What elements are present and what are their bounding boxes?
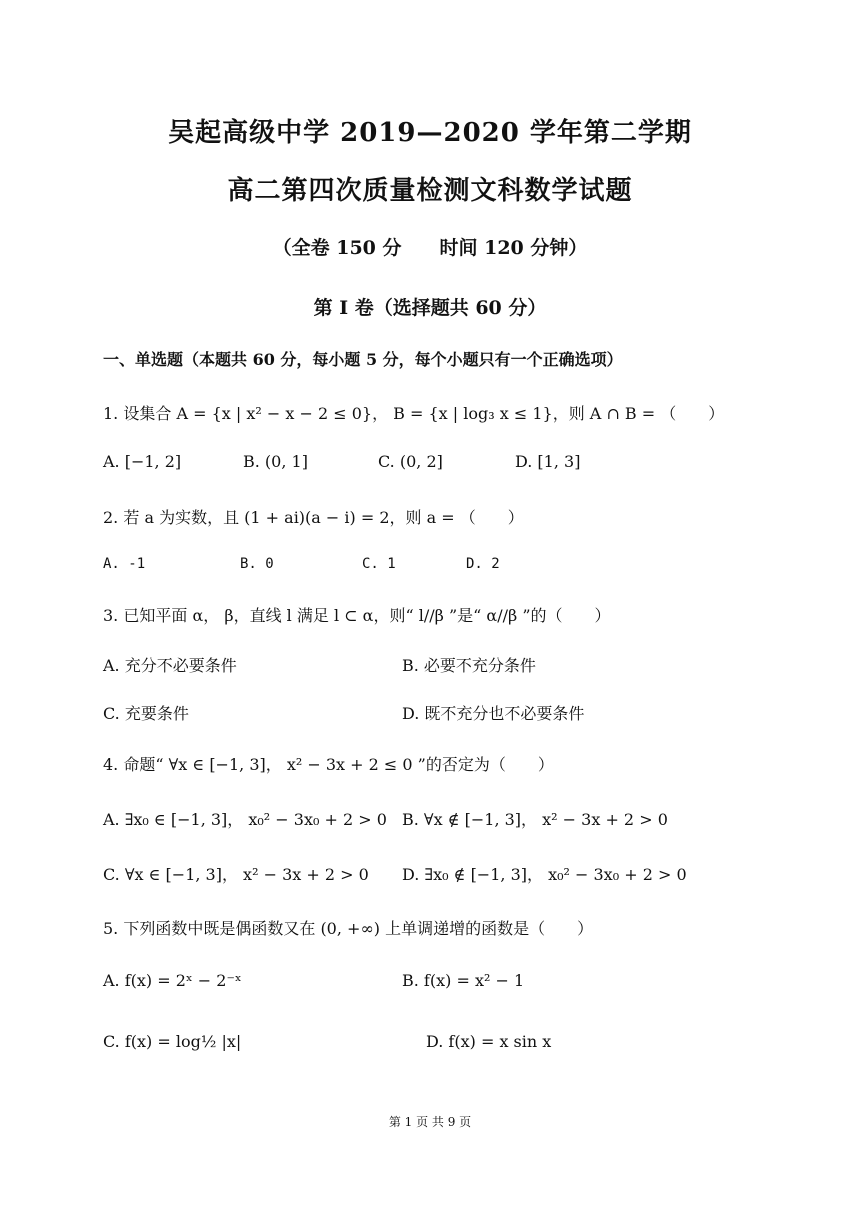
question-2-option-c: C. 1 [362,556,396,572]
question-3-option-a: A. 充分不必要条件 [103,656,237,675]
exam-info: （全卷 150 分 时间 120 分钟） [272,237,588,259]
question-3-option-c: C. 充要条件 [103,704,189,723]
exam-title-line-2: 高二第四次质量检测文科数学试题 [227,176,633,206]
question-5-option-a: A. f(x) = 2ˣ − 2⁻ˣ [103,971,242,990]
question-3-option-b: B. 必要不充分条件 [402,656,536,675]
question-4-option-c: C. ∀x ∈ [−1, 3]， x² − 3x + 2 > 0 [103,865,369,884]
question-4-option-a: A. ∃x₀ ∈ [−1, 3]， x₀² − 3x₀ + 2 > 0 [103,810,387,829]
part-title: 第 I 卷（选择题共 60 分） [313,297,547,319]
question-5-option-b: B. f(x) = x² − 1 [402,971,525,990]
question-4-option-b: B. ∀x ∉ [−1, 3]， x² − 3x + 2 > 0 [402,810,668,829]
question-1-option-d: D. [1, 3] [515,452,581,471]
question-1-stem: 1. 设集合 A = {x | x² − x − 2 ≤ 0}， B = {x | log₃ x ≤ 1}，则 A ∩ B = （ ） [103,404,725,423]
question-5-option-d: D. f(x) = x sin x [426,1032,552,1051]
exam-title-line-1: 吴起高级中学 2019—2020 学年第二学期 [168,118,692,148]
question-4-option-d: D. ∃x₀ ∉ [−1, 3]， x₀² − 3x₀ + 2 > 0 [402,865,687,884]
question-1-option-b: B. (0, 1] [243,452,308,471]
question-1-option-c: C. (0, 2] [378,452,443,471]
page-footer: 第 1 页 共 9 页 [388,1115,472,1129]
question-5-option-c: C. f(x) = log½ |x| [103,1032,242,1051]
question-3-option-d: D. 既不充分也不必要条件 [402,704,585,723]
question-4-stem: 4. 命题“ ∀x ∈ [−1, 3]， x² − 3x + 2 ≤ 0 ”的否定为（ ） [103,755,554,774]
question-1-option-a: A. [−1, 2] [103,452,182,471]
question-3-stem: 3. 已知平面 α， β，直线 l 满足 l ⊂ α，则“ l//β ”是“ α//β ”的（ ） [103,606,611,625]
section-title: 一、单选题（本题共 60 分，每小题 5 分，每个小题只有一个正确选项） [103,350,623,369]
question-2-stem: 2. 若 a 为实数，且 (1 + ai)(a − i) = 2，则 a = （ ） [103,508,524,527]
question-2-option-b: B. 0 [240,556,274,572]
question-2-option-d: D. 2 [466,556,500,572]
question-5-stem: 5. 下列函数中既是偶函数又在 (0, +∞) 上单调递增的函数是（ ） [103,919,594,938]
question-2-option-a: A. -1 [103,556,146,572]
